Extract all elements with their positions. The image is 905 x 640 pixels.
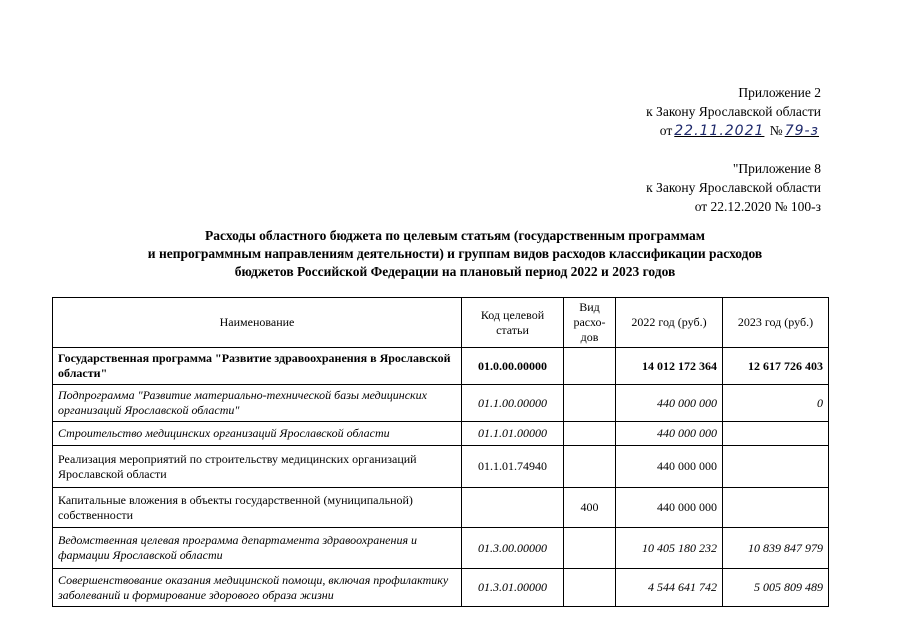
cell-type bbox=[564, 528, 616, 569]
original-appendix-number: "Приложение 8 bbox=[732, 161, 821, 176]
cell-2022: 14 012 172 364 bbox=[616, 348, 723, 385]
number-prefix: № bbox=[769, 123, 783, 138]
cell-2022: 440 000 000 bbox=[616, 446, 723, 488]
cell-2023 bbox=[723, 446, 829, 488]
law-reference: к Закону Ярославской области bbox=[646, 104, 821, 119]
cell-2022: 440 000 000 bbox=[616, 488, 723, 528]
cell-type bbox=[564, 385, 616, 422]
table-row bbox=[53, 446, 829, 488]
cell-code: 01.1.01.74940 bbox=[462, 446, 564, 488]
header-2022: 2022 год (руб.) bbox=[616, 298, 723, 348]
cell-name: Строительство медицинских организаций Ярославской области bbox=[53, 422, 462, 446]
cell-name: Совершенствование оказания медицинской помощи, включая профилактику заболеваний и формирование здорового образа жизни bbox=[53, 569, 462, 607]
cell-code bbox=[462, 488, 564, 528]
law-date-line bbox=[646, 121, 821, 141]
cell-name: Подпрограмма "Развитие материально-технической базы медицинских организаций Ярославской области" bbox=[53, 385, 462, 422]
appendix-number: Приложение 2 bbox=[738, 85, 821, 100]
header-code: Код целевой статьи bbox=[462, 298, 564, 348]
header-type: Вид расхо-дов bbox=[564, 298, 616, 348]
cell-code: 01.1.01.00000 bbox=[462, 422, 564, 446]
from-prefix: от bbox=[659, 123, 673, 138]
cell-code: 01.0.00.00000 bbox=[462, 348, 564, 385]
table-row bbox=[53, 488, 829, 528]
original-appendix-header bbox=[646, 159, 821, 216]
handwritten-number: 79-з bbox=[784, 123, 819, 139]
title-line: и непрограммным направлениям деятельности) и группам видов расходов классификации расходов bbox=[147, 246, 763, 261]
cell-type bbox=[564, 348, 616, 385]
cell-2022: 4 544 641 742 bbox=[616, 569, 723, 607]
cell-2023: 0 bbox=[723, 385, 829, 422]
table-row bbox=[53, 569, 829, 607]
table-row bbox=[53, 385, 829, 422]
expenses-table bbox=[52, 297, 829, 607]
cell-name: Капитальные вложения в объекты государственной (муниципальной) собственности bbox=[53, 488, 462, 528]
cell-name: Ведомственная целевая программа департамента здравоохранения и фармации Ярославской области bbox=[53, 528, 462, 569]
cell-code: 01.1.00.00000 bbox=[462, 385, 564, 422]
cell-2022: 440 000 000 bbox=[616, 385, 723, 422]
table-row bbox=[53, 528, 829, 569]
header-name: Наименование bbox=[53, 298, 462, 348]
cell-2022: 440 000 000 bbox=[616, 422, 723, 446]
document-title bbox=[70, 227, 840, 281]
table-row bbox=[53, 422, 829, 446]
original-law-date: от 22.12.2020 № 100-з bbox=[694, 199, 821, 214]
cell-2023 bbox=[723, 488, 829, 528]
cell-name: Государственная программа "Развитие здравоохранения в Ярославской области" bbox=[53, 348, 462, 385]
cell-type bbox=[564, 446, 616, 488]
table-header-row bbox=[53, 298, 829, 348]
cell-code: 01.3.01.00000 bbox=[462, 569, 564, 607]
title-line: бюджетов Российской Федерации на плановый период 2022 и 2023 годов bbox=[234, 264, 676, 279]
cell-2023 bbox=[723, 422, 829, 446]
cell-type bbox=[564, 569, 616, 607]
table-row bbox=[53, 348, 829, 385]
cell-2023: 12 617 726 403 bbox=[723, 348, 829, 385]
cell-code: 01.3.00.00000 bbox=[462, 528, 564, 569]
cell-type bbox=[564, 422, 616, 446]
cell-2022: 10 405 180 232 bbox=[616, 528, 723, 569]
cell-name: Реализация мероприятий по строительству медицинских организаций Ярославской области bbox=[53, 446, 462, 488]
title-line: Расходы областного бюджета по целевым статьям (государственным программам bbox=[205, 228, 705, 243]
appendix-header bbox=[646, 83, 821, 141]
original-law-reference: к Закону Ярославской области bbox=[646, 180, 821, 195]
handwritten-date: 22.11.2021 bbox=[674, 123, 765, 139]
cell-type: 400 bbox=[564, 488, 616, 528]
header-2023: 2023 год (руб.) bbox=[723, 298, 829, 348]
cell-2023: 5 005 809 489 bbox=[723, 569, 829, 607]
cell-2023: 10 839 847 979 bbox=[723, 528, 829, 569]
